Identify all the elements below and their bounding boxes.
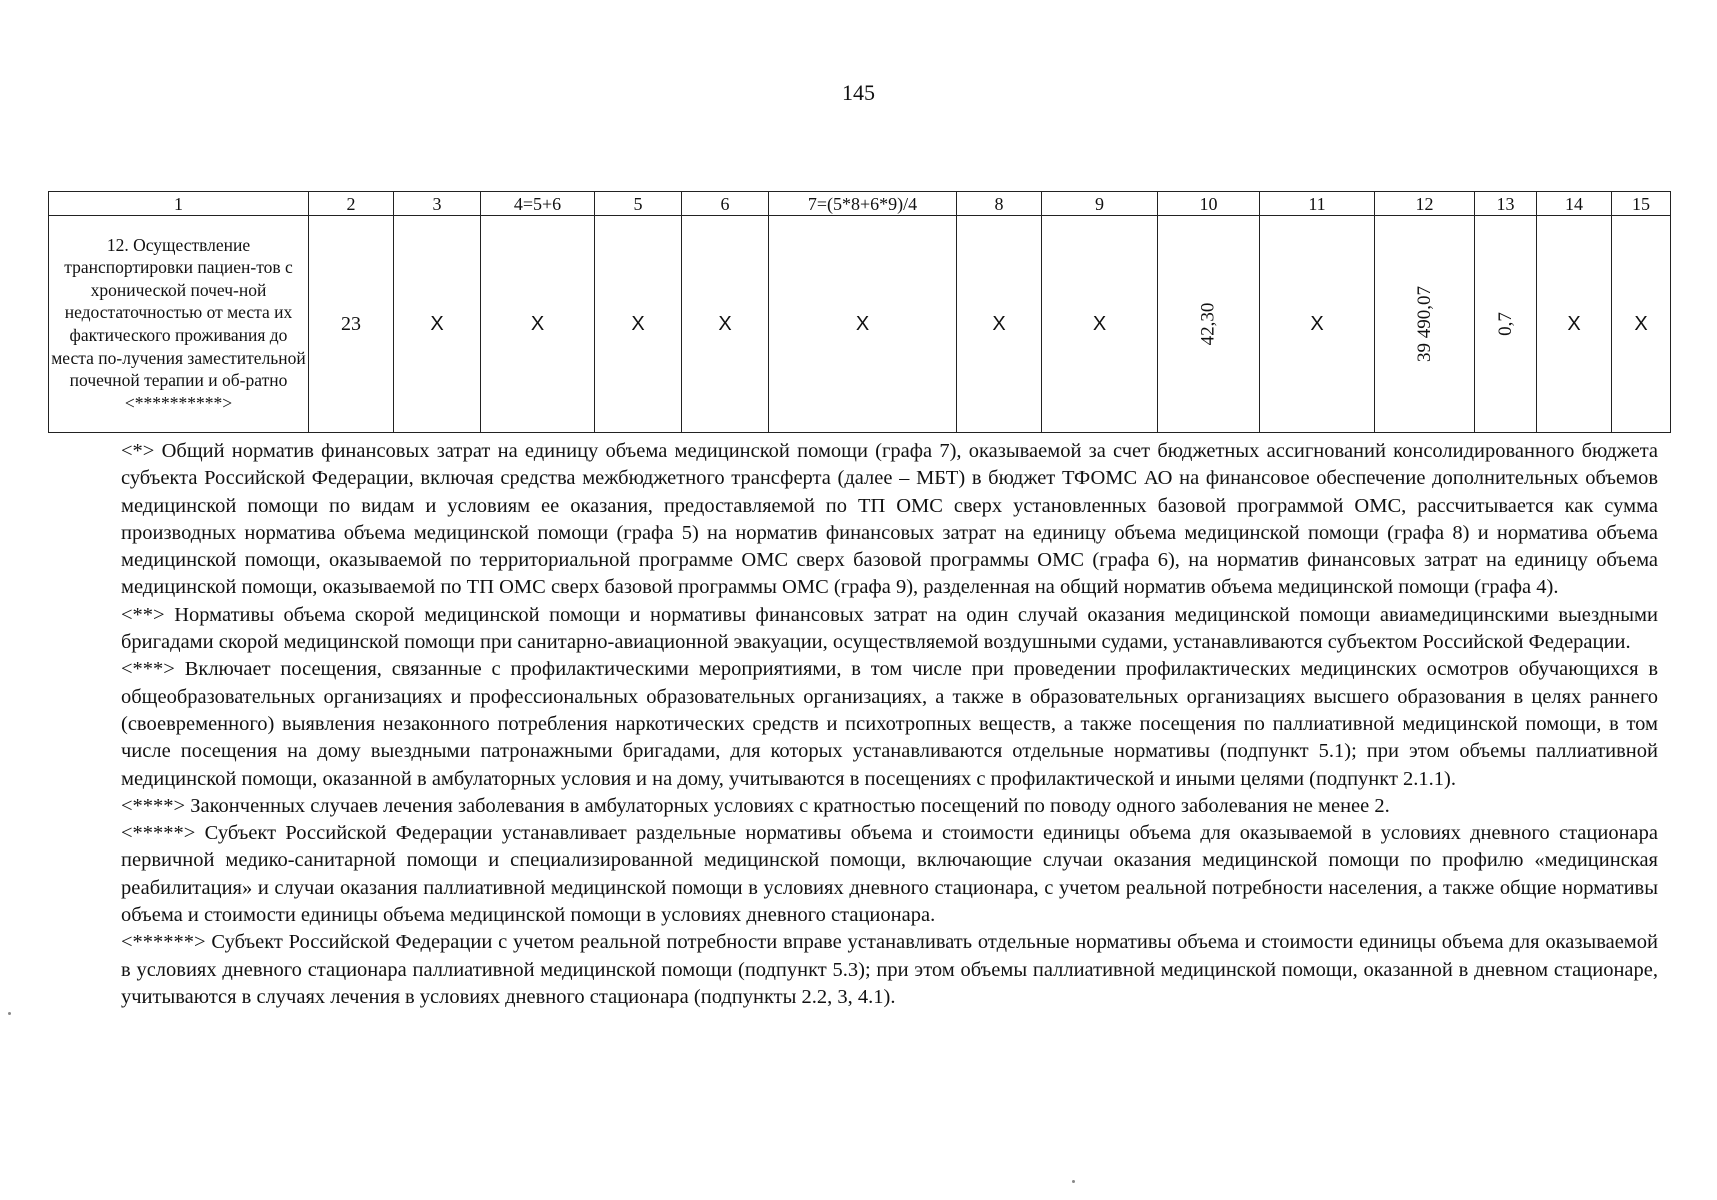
row-description: 12. Осуществление транспортировки пациен-тов с хронической почеч-ной недостаточностью от места их фактического проживания до места по-лучения заместительной почечной терапии и об-ратно <**********> [49,216,309,433]
footnote: <******> Субъект Российской Федерации с учетом реальной потребности вправе устанавливать отдельные нормативы объема и стоимости единицы объема для оказываемой в условиях дневного стационара паллиативной медицинской помощи (подпункт 5.3); при этом объемы паллиативной медицинской помощи, оказанной в дневном стационаре, учитываются в случаях лечения в условиях дневного стационара (подпункты 2.2, 3, 4.1). [121,931,1658,1008]
row-code: 23 [309,216,394,433]
table-cell [1475,216,1537,433]
table-cell [1158,216,1260,433]
table-cell: Х [769,216,957,433]
column-header: 5 [595,192,682,216]
page-number: 145 [842,80,875,105]
table-cell: Х [394,216,481,433]
column-header: 4=5+6 [481,192,595,216]
column-header: 1 [49,192,309,216]
normatives-table [48,191,1671,433]
footnote: <***> Включает посещения, связанные с профилактическими мероприятиями, в том числе при проведении профилактических медицинских осмотров обучающихся в общеобразовательных организациях и профессиональных образовательных организациях, а также в образовательных организациях высшего образования в целях раннего (своевременного) выявления незаконного потребления наркотических средств и психотропных веществ, а также посещения по паллиативной медицинской помощи, в том числе посещения на дому выездными патронажными бригадами, для которых устанавливаются отдельные нормативы (подпункт 5.1); при этом объемы паллиативной медицинской помощи, оказанной в амбулаторных условия и на дому, учитываются в посещениях с профилактической и иными целями (подпункт 2.1.1). [121,658,1658,790]
scan-speck [1072,1180,1075,1183]
table-cell: Х [1612,216,1671,433]
table-cell: Х [481,216,595,433]
footnote: <*> Общий норматив финансовых затрат на единицу объема медицинской помощи (графа 7), оказываемой за счет бюджетных ассигнований консолидированного бюджета субъекта Российской Федерации, включая средства межбюджетного трансферта (далее – МБТ) в бюджет ТФОМС АО на финансовое обеспечение дополнительных объемов медицинской помощи по видам и условиям ее оказания, предоставляемой по ТП ОМС сверх установленных базовой программой ОМС, рассчитывается как сумма производных норматива объема медицинской помощи (графа 5) на норматив финансовых затрат на единицу объема медицинской помощи (графа 8) и норматива объема медицинской помощи, оказываемой по территориальной программе ОМС сверх базовой программы ОМС (графа 6), на норматив финансовых затрат на единицу объема медицинской помощи, оказываемой по ТП ОМС сверх базовой программы ОМС (графа 9), разделенная на общий норматив объема медицинской помощи (графа 4). [121,440,1658,599]
column-header: 13 [1475,192,1537,216]
footnotes [121,438,1658,1011]
column-header: 6 [682,192,769,216]
footnote: <****> Законченных случаев лечения заболевания в амбулаторных условиях с кратностью посещений по поводу одного заболевания не менее 2. [121,794,1390,817]
column-header: 3 [394,192,481,216]
table-cell: Х [1537,216,1612,433]
table-header-row [49,192,1671,216]
column-header: 2 [309,192,394,216]
footnote: <**> Нормативы объема скорой медицинской помощи и нормативы финансовых затрат на один случай оказания медицинской помощи авиамедицинскими выездными бригадами скорой медицинской помощи при санитарно-авиационной эвакуации, осуществляемой воздушными судами, устанавливаются субъектом Российской Федерации. [121,603,1658,654]
rotated-value: 39 490,07 [1413,286,1435,362]
table-cell: Х [595,216,682,433]
rotated-value: 0,7 [1494,312,1516,336]
column-header: 15 [1612,192,1671,216]
rotated-value: 42,30 [1197,302,1219,346]
column-header: 11 [1260,192,1375,216]
table-cell: Х [682,216,769,433]
column-header: 7=(5*8+6*9)/4 [769,192,957,216]
column-header: 12 [1375,192,1475,216]
column-header: 10 [1158,192,1260,216]
table-cell: Х [1042,216,1158,433]
scan-speck [8,1012,11,1015]
column-header: 14 [1537,192,1612,216]
column-header: 9 [1042,192,1158,216]
table-cell: Х [1260,216,1375,433]
table-row [49,216,1671,433]
footnote: <*****> Субъект Российской Федерации устанавливает раздельные нормативы объема и стоимости единицы объема для оказываемой в условиях дневного стационара первичной медико-санитарной помощи и специализированной медицинской помощи, включающие случаи оказания медицинской помощи по профилю «медицинская реабилитация» и случаи оказания паллиативной медицинской помощи в условиях дневного стационара, с учетом реальной потребности населения, а также общие нормативы объема и стоимости единицы объема медицинской помощи в условиях дневного стационара. [121,822,1658,927]
table-cell [1375,216,1475,433]
table-cell: Х [957,216,1042,433]
column-header: 8 [957,192,1042,216]
